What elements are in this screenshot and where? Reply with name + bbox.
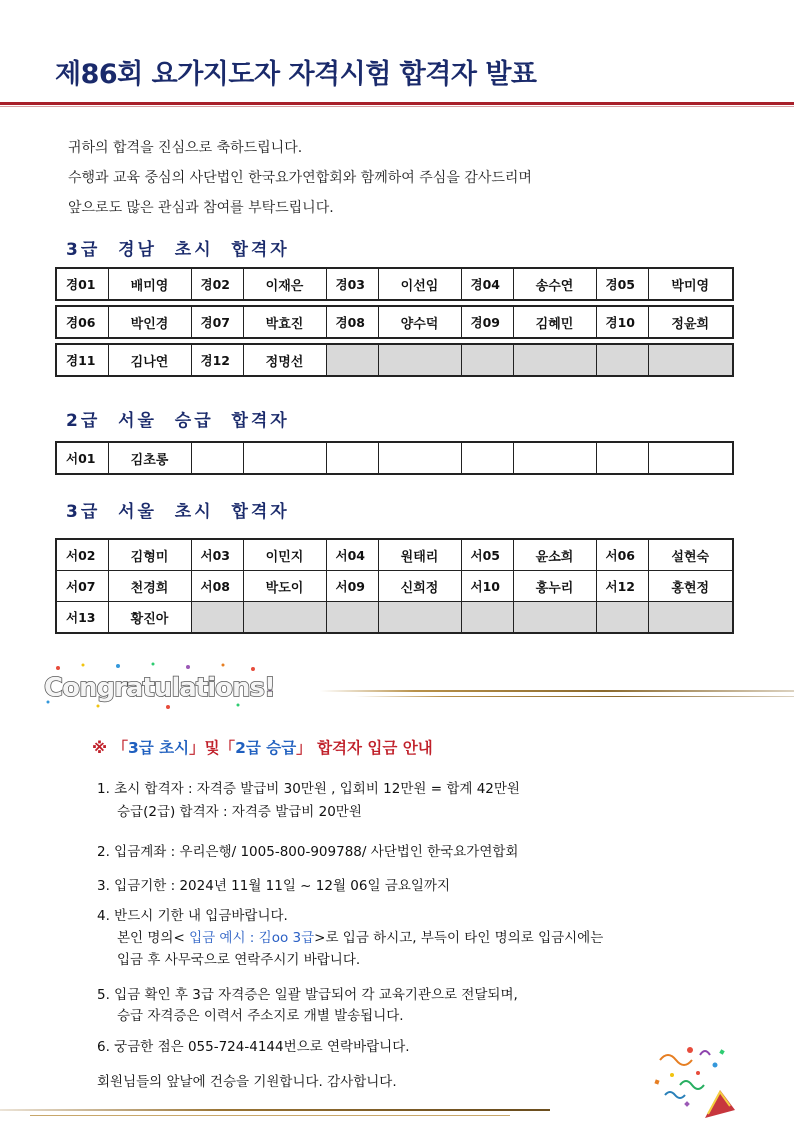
empty-cell [596, 344, 648, 376]
notice-item-1-line1: 1. 초시 합격자 : 자격증 발급비 30만원 , 입회비 12만원 = 합계 42만원 [97, 781, 520, 797]
candidate-name: 신희정 [378, 571, 461, 602]
notice-item-4-line2 [97, 927, 603, 949]
notice-item-5 [97, 985, 518, 1027]
gold-divider [320, 690, 794, 692]
table-row [56, 539, 733, 571]
empty-cell [326, 442, 378, 474]
table-row [56, 268, 733, 300]
empty-cell [378, 442, 461, 474]
empty-cell [191, 442, 243, 474]
empty-cell [648, 602, 733, 634]
notice-title [92, 736, 433, 758]
candidate-code: 경11 [56, 344, 108, 376]
candidate-name: 김나연 [108, 344, 191, 376]
section-title-seoul-2: 2급 서울 승급 합격자 [66, 411, 290, 431]
candidate-code: 경12 [191, 344, 243, 376]
roster-table [55, 267, 734, 301]
bottom-divider [0, 1109, 550, 1111]
table-row [56, 442, 733, 474]
candidate-code: 서04 [326, 539, 378, 571]
notice-item-4-line2-a: 본인 명의< [117, 930, 190, 946]
empty-cell [243, 442, 326, 474]
candidate-code: 경04 [461, 268, 513, 300]
notice-part1: 3급 초시 [127, 739, 190, 757]
table-row [56, 306, 733, 338]
candidate-code: 경03 [326, 268, 378, 300]
candidate-code: 서08 [191, 571, 243, 602]
candidate-code: 경01 [56, 268, 108, 300]
candidate-code: 서07 [56, 571, 108, 602]
candidate-code: 서12 [596, 571, 648, 602]
notice-item-4-line2-c: >로 입금 하시고, 부득이 타인 명의로 입금시에는 [314, 930, 604, 946]
candidate-name: 송수연 [513, 268, 596, 300]
notice-item-2: 2. 입금계좌 : 우리은행/ 1005-800-909788/ 사단법인 한국요가연합회 [97, 844, 519, 860]
candidate-name: 박미영 [648, 268, 733, 300]
candidate-name: 양수덕 [378, 306, 461, 338]
candidate-name: 윤소희 [513, 539, 596, 571]
empty-cell [461, 602, 513, 634]
title-rule [0, 102, 794, 105]
section-title-gyeongnam: 3급 경남 초시 합격자 [66, 240, 290, 260]
roster-table [55, 538, 734, 634]
candidate-name: 이재은 [243, 268, 326, 300]
candidate-code: 경06 [56, 306, 108, 338]
candidate-name: 홍현정 [648, 571, 733, 602]
candidate-name: 박도이 [243, 571, 326, 602]
candidate-code: 서09 [326, 571, 378, 602]
empty-cell [648, 442, 733, 474]
candidate-name: 정윤희 [648, 306, 733, 338]
candidate-name: 김형미 [108, 539, 191, 571]
notice-item-6: 6. 궁금한 점은 055-724-4144번으로 연락바랍니다. [97, 1039, 410, 1055]
candidate-name: 정명선 [243, 344, 326, 376]
candidate-name: 이선임 [378, 268, 461, 300]
empty-cell [596, 442, 648, 474]
empty-cell [378, 602, 461, 634]
empty-cell [513, 344, 596, 376]
candidate-code: 서03 [191, 539, 243, 571]
notice-item-4-line1: 4. 반드시 기한 내 입금바랍니다. [97, 908, 288, 924]
candidate-code: 서01 [56, 442, 108, 474]
empty-cell [596, 602, 648, 634]
notice-suffix: 」 합격자 입금 안내 [296, 739, 433, 757]
candidate-code: 경02 [191, 268, 243, 300]
empty-cell [513, 442, 596, 474]
notice-part2: 2급 승급 [235, 739, 297, 757]
candidate-code: 서06 [596, 539, 648, 571]
intro-line: 수행과 교육 중심의 사단법인 한국요가연합회와 함께하여 주심을 감사드리며 [68, 170, 532, 186]
candidate-name: 천경희 [108, 571, 191, 602]
candidate-name: 이민지 [243, 539, 326, 571]
intro-line: 앞으로도 많은 관심과 참여를 부탁드립니다. [68, 200, 334, 216]
party-popper-icon [650, 1040, 740, 1120]
congratulations-text: Congratulations! [44, 673, 275, 703]
candidate-name: 박인경 [108, 306, 191, 338]
candidate-name: 황진아 [108, 602, 191, 634]
candidate-name: 홍누리 [513, 571, 596, 602]
candidate-name: 김혜민 [513, 306, 596, 338]
candidate-code: 경08 [326, 306, 378, 338]
roster-table [55, 441, 734, 475]
candidate-code: 서13 [56, 602, 108, 634]
table-row [56, 344, 733, 376]
intro-line: 귀하의 합격을 진심으로 축하드립니다. [68, 140, 303, 156]
candidate-code: 경09 [461, 306, 513, 338]
table-row [56, 602, 733, 634]
candidate-name: 원태리 [378, 539, 461, 571]
empty-cell [648, 344, 733, 376]
intro-text [68, 133, 532, 223]
notice-item-1-line2: 승급(2급) 합격자 : 자격증 발급비 20만원 [117, 804, 362, 820]
notice-item-5-line2: 승급 자격증은 이력서 주소지로 개별 발송됩니다. [117, 1008, 404, 1024]
roster-table [55, 343, 734, 377]
notice-item-1 [97, 778, 520, 824]
candidate-code: 경10 [596, 306, 648, 338]
notice-item-5-line1: 5. 입금 확인 후 3급 자격증은 일괄 발급되어 각 교육기관으로 전달되며, [97, 987, 518, 1003]
title-rule-thin [0, 106, 794, 107]
empty-cell [243, 602, 326, 634]
candidate-name: 설현숙 [648, 539, 733, 571]
candidate-name: 배미영 [108, 268, 191, 300]
bottom-divider-thin [30, 1115, 510, 1116]
candidate-code: 경05 [596, 268, 648, 300]
notice-item-4 [97, 906, 603, 971]
notice-prefix: ※ 「 [92, 739, 128, 757]
table-row [56, 571, 733, 602]
candidate-code: 서10 [461, 571, 513, 602]
empty-cell [461, 344, 513, 376]
empty-cell [378, 344, 461, 376]
notice-item-3: 3. 입금기한 : 2024년 11월 11일 ~ 12월 06일 금요일까지 [97, 878, 451, 894]
candidate-name: 박효진 [243, 306, 326, 338]
empty-cell [461, 442, 513, 474]
section-title-seoul-3: 3급 서울 초시 합격자 [66, 502, 290, 522]
gold-divider-2 [355, 696, 794, 697]
deposit-example: 입금 예시 : 김oo 3급 [189, 930, 315, 946]
candidate-code: 서05 [461, 539, 513, 571]
empty-cell [326, 602, 378, 634]
closing-text: 회원님들의 앞날에 건승을 기원합니다. 감사합니다. [97, 1074, 397, 1090]
page-title: 제86회 요가지도자 자격시험 합격자 발표 [55, 59, 537, 90]
congratulations-banner [38, 660, 278, 710]
notice-item-4-line3: 입금 후 사무국으로 연락주시기 바랍니다. [117, 952, 361, 968]
candidate-name: 김초롱 [108, 442, 191, 474]
empty-cell [191, 602, 243, 634]
empty-cell [513, 602, 596, 634]
candidate-code: 경07 [191, 306, 243, 338]
empty-cell [326, 344, 378, 376]
notice-mid: 」및「 [189, 739, 236, 757]
candidate-code: 서02 [56, 539, 108, 571]
roster-table [55, 305, 734, 339]
